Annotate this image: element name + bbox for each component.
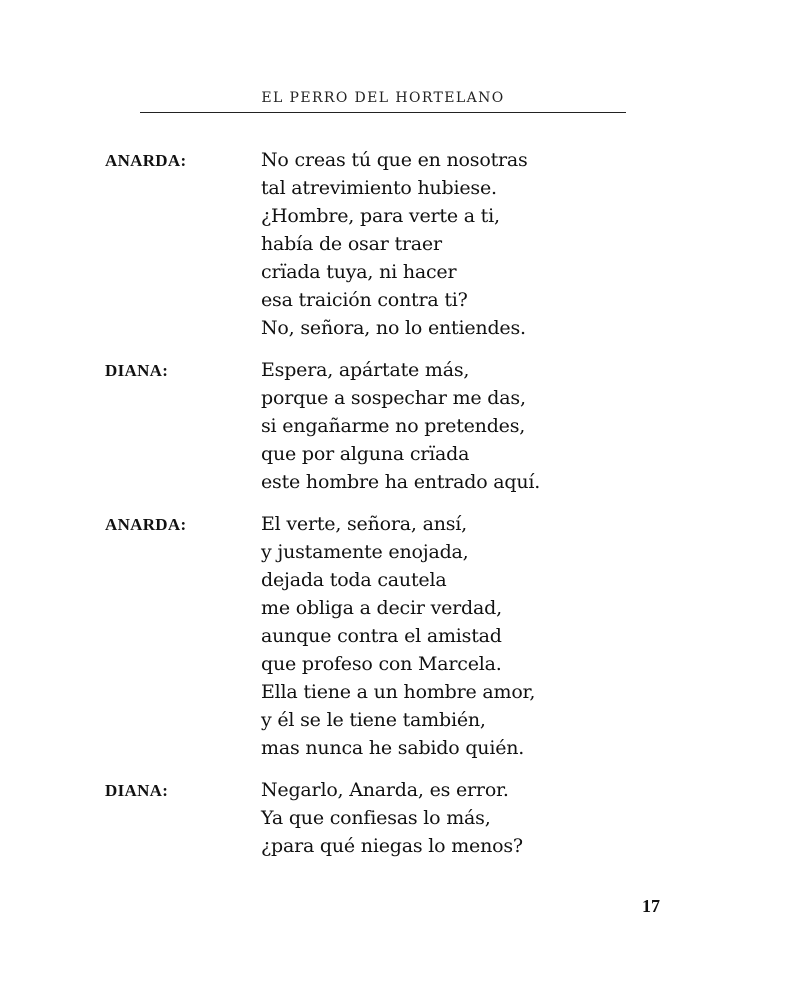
verse-line: dejada toda cautela <box>261 569 447 591</box>
speaker-name: DIANA: <box>105 781 169 800</box>
verse-line: y justamente enojada, <box>261 541 469 563</box>
verse-line: mas nunca he sabido quién. <box>261 737 525 759</box>
verse-line: crïada tuya, ni hacer <box>261 261 457 283</box>
verse-line: El verte, señora, ansí, <box>261 513 467 535</box>
verse-line: Negarlo, Anarda, es error. <box>261 779 509 801</box>
verse-line: No creas tú que en nosotras <box>261 149 528 171</box>
speaker-name: DIANA: <box>105 361 169 380</box>
running-header: EL PERRO DEL HORTELANO <box>140 90 626 113</box>
verse-line: ¿para qué niegas lo menos? <box>261 835 523 857</box>
verse-line: había de osar traer <box>261 233 442 255</box>
speech-block <box>105 510 705 762</box>
verse-line: que profeso con Marcela. <box>261 653 502 675</box>
verse-group <box>261 510 705 762</box>
verse-line: esa traición contra ti? <box>261 289 468 311</box>
verse-group <box>261 146 705 342</box>
verse-line: No, señora, no lo entiendes. <box>261 317 526 339</box>
verse-line: este hombre ha entrado aquí. <box>261 471 541 493</box>
verse-line: y él se le tiene también, <box>261 709 486 731</box>
speaker-name: ANARDA: <box>105 515 187 534</box>
page-number: 17 <box>642 896 660 916</box>
verse-line: si engañarme no pretendes, <box>261 415 526 437</box>
speech-block <box>105 356 705 496</box>
verse-group <box>261 776 705 860</box>
verse-line: aunque contra el amistad <box>261 625 502 647</box>
verse-line: me obliga a decir verdad, <box>261 597 502 619</box>
verse-line: Ella tiene a un hombre amor, <box>261 681 536 703</box>
verse-line: Espera, apártate más, <box>261 359 470 381</box>
speech-block <box>105 776 705 860</box>
play-text <box>105 146 705 874</box>
verse-line: que por alguna crïada <box>261 443 470 465</box>
speech-block <box>105 146 705 342</box>
verse-line: ¿Hombre, para verte a ti, <box>261 205 500 227</box>
verse-group <box>261 356 705 496</box>
verse-line: porque a sospechar me das, <box>261 387 526 409</box>
speaker-name: ANARDA: <box>105 151 187 170</box>
verse-line: tal atrevimiento hubiese. <box>261 177 497 199</box>
verse-line: Ya que confiesas lo más, <box>261 807 491 829</box>
